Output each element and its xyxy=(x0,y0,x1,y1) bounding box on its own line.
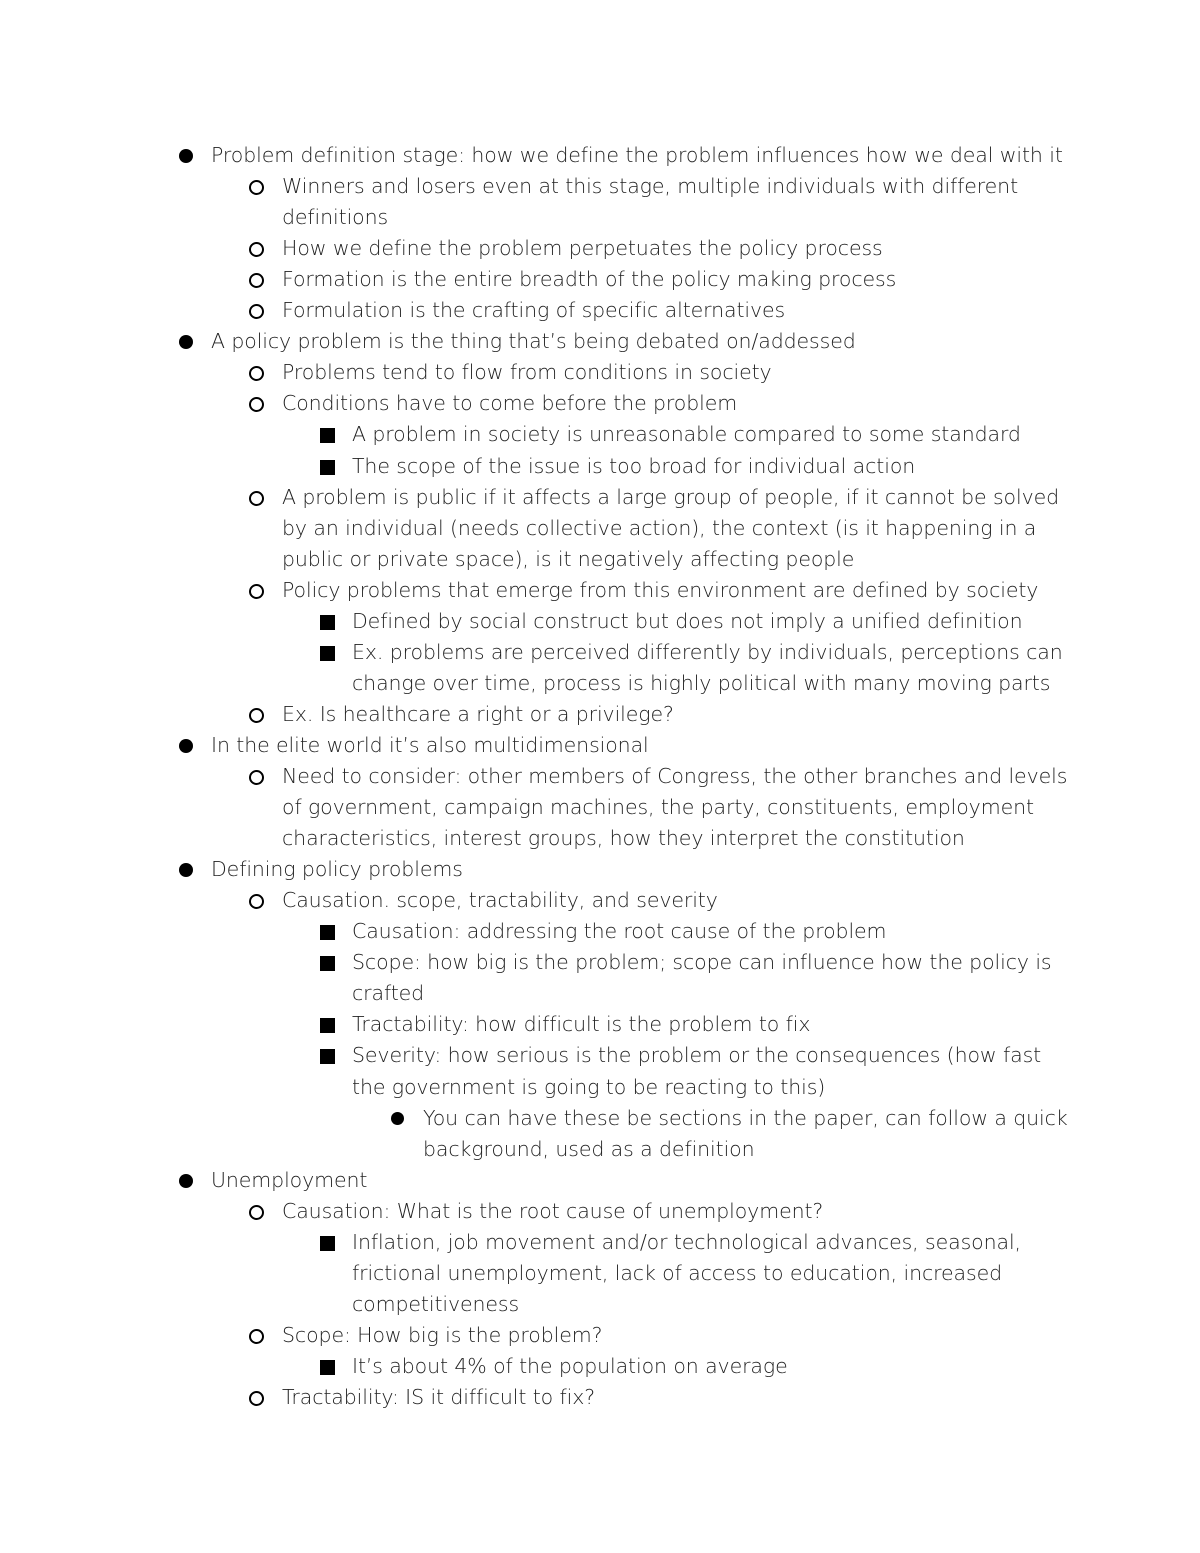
square-bullet-icon xyxy=(320,1360,335,1375)
hollow-circle-bullet-icon xyxy=(249,180,264,195)
outline-line-level-3: A problem in society is unreasonable compared to some standard xyxy=(352,422,1021,447)
hollow-circle-bullet-icon xyxy=(249,708,264,723)
outline-line-level-3: crafted xyxy=(352,981,425,1006)
outline-line-level-2: characteristics, interest groups, how they interpret the constitution xyxy=(282,826,965,851)
hollow-circle-bullet-icon xyxy=(249,894,264,909)
outline-line-level-2: Policy problems that emerge from this environment are defined by society xyxy=(282,577,1039,602)
outline-line-level-2: definitions xyxy=(282,205,389,230)
outline-line-level-3: The scope of the issue is too broad for individual action xyxy=(352,453,916,478)
outline-line-level-2: Winners and losers even at this stage, multiple individuals with different xyxy=(282,174,1019,199)
outline-line-level-2: Causation. scope, tractability, and severity xyxy=(282,888,718,913)
outline-line-level-2: Ex. Is healthcare a right or a privilege? xyxy=(282,701,674,726)
hollow-circle-bullet-icon xyxy=(249,273,264,288)
filled-circle-bullet-icon xyxy=(391,1112,404,1125)
outline-line-level-2: public or private space), is it negatively affecting people xyxy=(282,546,855,571)
hollow-circle-bullet-icon xyxy=(249,242,264,257)
outline-line-level-3: Tractability: how difficult is the problem to fix xyxy=(352,1012,811,1037)
outline-line-level-2: Scope: How big is the problem? xyxy=(282,1322,603,1347)
outline-line-level-1: In the elite world it’s also multidimensional xyxy=(211,732,649,757)
outline-line-level-4: You can have these be sections in the paper, can follow a quick xyxy=(423,1105,1068,1130)
hollow-circle-bullet-icon xyxy=(249,770,264,785)
square-bullet-icon xyxy=(320,1049,335,1064)
outline-line-level-3: It’s about 4% of the population on average xyxy=(352,1353,788,1378)
outline-line-level-1: Problem definition stage: how we define the problem influences how we deal with it xyxy=(211,143,1063,167)
outline-line-level-1: Unemployment xyxy=(211,1167,368,1192)
square-bullet-icon xyxy=(320,925,335,940)
outline-line-level-2: Need to consider: other members of Congress, the other branches and levels xyxy=(282,764,1068,788)
outline-line-level-2: Causation: What is the root cause of unemployment? xyxy=(282,1198,824,1223)
square-bullet-icon xyxy=(320,615,335,630)
square-bullet-icon xyxy=(320,956,335,971)
hollow-circle-bullet-icon xyxy=(249,397,264,412)
square-bullet-icon xyxy=(320,1236,335,1251)
hollow-circle-bullet-icon xyxy=(249,491,264,506)
outline-line-level-3: Ex. problems are perceived differently by individuals, perceptions can xyxy=(352,639,1063,664)
filled-circle-bullet-icon xyxy=(179,149,193,163)
outline-line-level-3: change over time, process is highly political with many moving parts xyxy=(352,670,1051,695)
outline-line-level-4: background, used as a definition xyxy=(423,1136,755,1161)
outline-line-level-3: the government is going to be reacting to this) xyxy=(352,1074,826,1099)
outline-line-level-3: Defined by social construct but does not imply a unified definition xyxy=(352,608,1023,633)
outline-line-level-2: Formulation is the crafting of specific alternatives xyxy=(282,298,786,323)
hollow-circle-bullet-icon xyxy=(249,304,264,319)
outline-line-level-2: of government, campaign machines, the party, constituents, employment xyxy=(282,795,1034,820)
outline-line-level-2: Problems tend to flow from conditions in society xyxy=(282,360,772,385)
filled-circle-bullet-icon xyxy=(179,863,193,877)
outline-line-level-2: Conditions have to come before the problem xyxy=(282,391,738,416)
outline-line-level-3: frictional unemployment, lack of access to education, increased xyxy=(352,1260,1003,1285)
square-bullet-icon xyxy=(320,428,335,443)
hollow-circle-bullet-icon xyxy=(249,366,264,381)
outline-line-level-1: A policy problem is the thing that’s being debated on/addessed xyxy=(211,329,856,354)
outline-line-level-2: A problem is public if it affects a large group of people, if it cannot be solved xyxy=(282,484,1060,509)
outline-line-level-3: Inflation, job movement and/or technological advances, seasonal, xyxy=(352,1229,1021,1254)
square-bullet-icon xyxy=(320,646,335,661)
outline-line-level-3: competitiveness xyxy=(352,1291,520,1316)
filled-circle-bullet-icon xyxy=(179,335,193,349)
outline-line-level-3: Causation: addressing the root cause of the problem xyxy=(352,919,887,944)
hollow-circle-bullet-icon xyxy=(249,1329,264,1344)
outline-line-level-3: Scope: how big is the problem; scope can influence how the policy is xyxy=(352,950,1052,975)
filled-circle-bullet-icon xyxy=(179,739,193,753)
outline-line-level-2: Formation is the entire breadth of the policy making process xyxy=(282,267,897,292)
hollow-circle-bullet-icon xyxy=(249,1391,264,1406)
outline-line-level-2: How we define the problem perpetuates the policy process xyxy=(282,236,883,261)
filled-circle-bullet-icon xyxy=(179,1174,193,1188)
square-bullet-icon xyxy=(320,1018,335,1033)
outline-line-level-2: by an individual (needs collective action), the context (is it happening in a xyxy=(282,515,1037,540)
outline-line-level-2: Tractability: IS it difficult to fix? xyxy=(282,1385,596,1409)
hollow-circle-bullet-icon xyxy=(249,584,264,599)
outline-line-level-3: Severity: how serious is the problem or the consequences (how fast xyxy=(352,1043,1042,1068)
outline-line-level-1: Defining policy problems xyxy=(211,857,463,882)
hollow-circle-bullet-icon xyxy=(249,1205,264,1220)
square-bullet-icon xyxy=(320,460,335,475)
